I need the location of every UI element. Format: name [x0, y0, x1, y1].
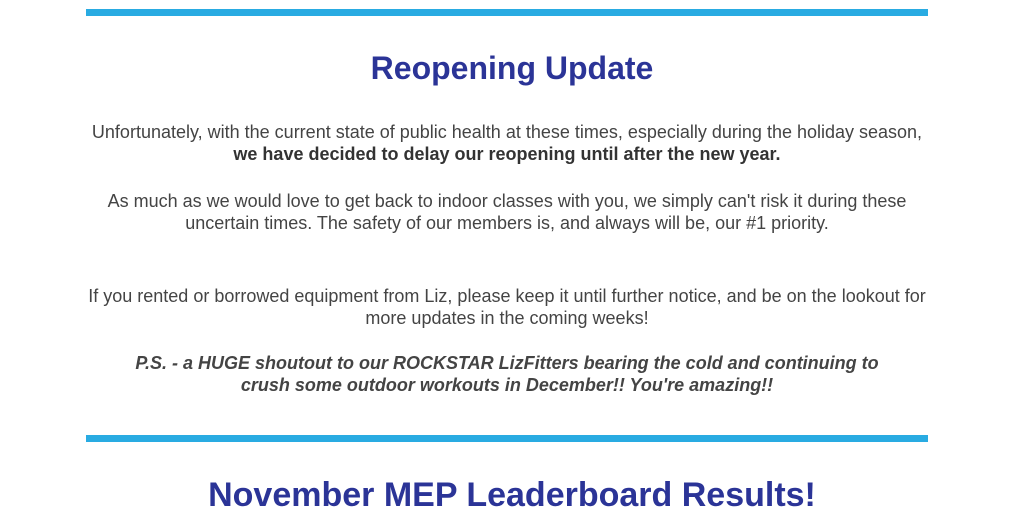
ps-shoutout: P.S. - a HUGE shoutout to our ROCKSTAR LizFitters bearing the cold and continuing to crush some outdoor workouts in December!! You're amazing!!	[135, 353, 879, 395]
reopening-paragraph-2: As much as we would love to get back to indoor classes with you, we simply can't risk it during these uncertain times. The safety of our members is, and always will be, our #1 priority.	[107, 191, 907, 233]
top-divider	[86, 9, 928, 16]
reopening-paragraph-3: If you rented or borrowed equipment from Liz, please keep it until further notice, and be on the lookout for more updates in the coming weeks!	[88, 286, 926, 328]
reopening-title: Reopening Update	[370, 50, 654, 86]
leaderboard-title: November MEP Leaderboard Results!	[208, 476, 816, 514]
bottom-divider	[86, 435, 928, 442]
reopening-paragraph-1	[86, 121, 928, 165]
paragraph-1-text: Unfortunately, with the current state of public health at these times, especially during the holiday season,	[91, 122, 923, 142]
paragraph-1-bold-text: we have decided to delay our reopening until after the new year.	[233, 144, 781, 164]
